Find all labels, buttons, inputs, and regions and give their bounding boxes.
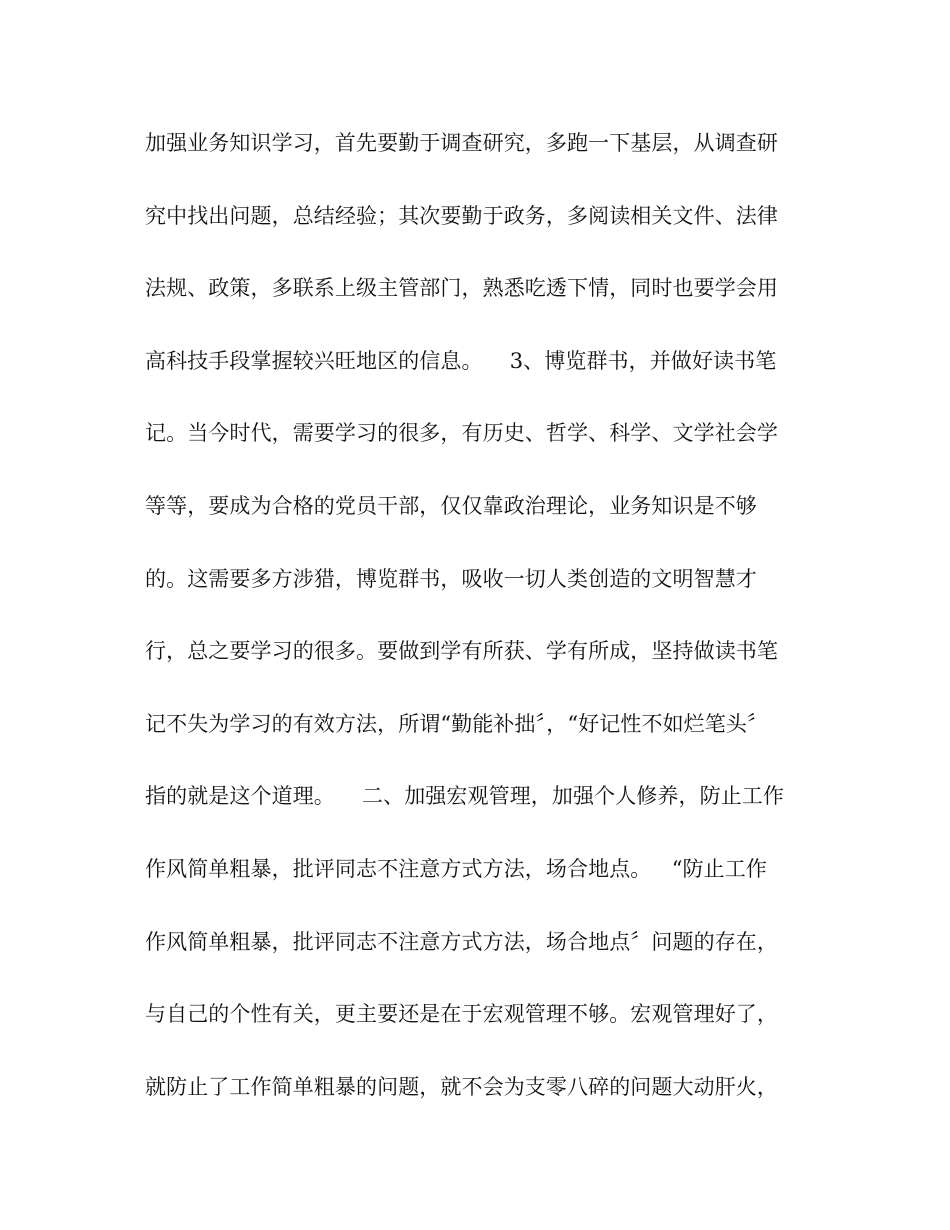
- text-line: 与自己的个性有关，更主要还是在于宏观管理不够。宏观管理好了，: [145, 1002, 778, 1027]
- text-line: 高科技手段掌握较兴旺地区的信息。 3、博览群书，并做好读书笔: [145, 348, 777, 373]
- text-line: 的。这需要多方涉猎，博览群书，吸收一切人类创造的文明智慧才: [145, 566, 757, 591]
- text-line: 等等，要成为合格的党员干部，仅仅靠政治理论，业务知识是不够: [145, 493, 757, 518]
- text-line: 作风简单粗暴，批评同志不注意方式方法，场合地点。 “防止工作: [145, 856, 767, 881]
- text-line: 就防止了工作简单粗暴的问题，就不会为支零八碎的问题大动肝火，: [145, 1074, 778, 1099]
- text-line: 行，总之要学习的很多。要做到学有所获、学有所成，坚持做读书笔: [145, 639, 778, 664]
- text-line: 记不失为学习的有效方法，所谓“勤能补拙〞，“好记性不如烂笔头〞: [145, 711, 769, 736]
- text-line: 法规、政策，多联系上级主管部门，熟悉吃透下情，同时也要学会用: [145, 276, 778, 301]
- text-line: 作风简单粗暴，批评同志不注意方式方法，场合地点〞问题的存在，: [145, 929, 778, 954]
- text-line: 加强业务知识学习，首先要勤于调查研究，多跑一下基层，从调查研: [145, 131, 778, 155]
- text-line: 指的就是这个道理。 二、加强宏观管理，加强个人修养，防止工作: [145, 784, 784, 809]
- body-text: [145, 123, 845, 1139]
- text-line: 记。当今时代，需要学习的很多，有历史、哲学、科学、文学社会学: [145, 421, 778, 446]
- text-line: 究中找出问题，总结经验；其次要勤于政务，多阅读相关文件、法律: [145, 203, 778, 228]
